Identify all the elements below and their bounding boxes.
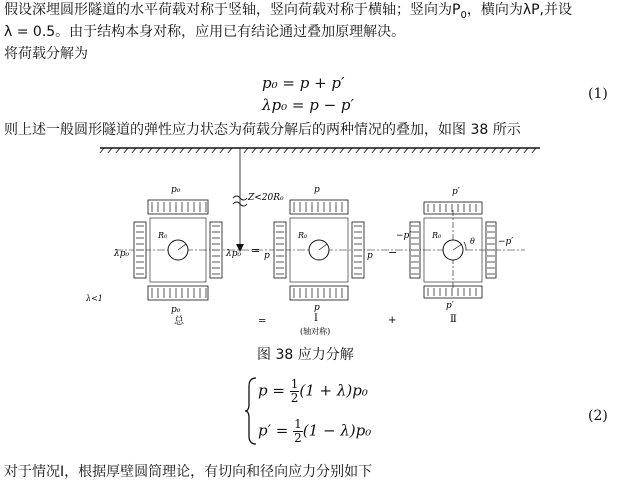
intro-line-2: λ = 0.5。由于结构本身对称，应用已有结论通过叠加原理解决。 [4,24,406,40]
one-caption: Ⅰ [314,313,318,324]
plus-sign: + [388,315,397,326]
total-caption: 总 [174,316,184,327]
eq2-row1: p = $\frac{1}{2}$ (1 + λ)p₀ [258,377,368,405]
two-caption: Ⅱ [450,314,457,325]
two-angle-label: θ [470,237,475,246]
panel-one [264,185,373,336]
figure-caption: 图 38 应力分解 [257,347,354,363]
equals-bottom: = [258,316,267,327]
intro-line-1: 假设深埋圆形隧道的水平荷载对称于竖轴，竖向荷载对称于横轴；竖向为$P_0$，横向为λP,并设 [4,2,573,21]
one-sub-caption: (轴对称) [300,327,331,336]
stress-decomposition-figure [0,140,619,340]
paragraph-2: 则上述一般圆形隧道的弹性应力状态为荷载分解后的两种情况的叠加，如图 38 所示 [4,122,521,138]
eq1-row2: λp₀ = p − p′ [262,96,354,114]
two-right-label: −p′ [498,237,514,247]
two-left-label: −p′ [396,231,412,241]
depth-label: Z<20R₀ [248,193,284,203]
one-right-label: p [367,251,373,261]
two-bottom-label: p′ [446,301,454,311]
total-right-label: λp₀ [226,249,242,259]
eq2-number: (2) [588,408,608,424]
panel-two [396,187,513,325]
eq1-row1: p₀ = p + p′ [262,74,345,92]
panel-total [113,185,241,327]
total-top-label: p₀ [171,185,181,195]
total-left-label: λp₀ [114,249,130,259]
paragraph-3: 对于情况Ⅰ，根据厚壁圆筒理论，有切向和径向应力分别如下 [4,464,373,480]
equals-top: = [251,244,261,257]
one-top-label: p [314,185,320,195]
plus-top-minus: − [388,246,398,259]
two-top-label: p′ [452,187,460,197]
eq1-number: (1) [588,86,608,102]
eq2-brace [244,376,258,446]
one-left-label: p [264,251,270,261]
eq2-row2: p′ = $\frac{1}{2}$ (1 − λ)p₀ [258,417,372,445]
one-bottom-label: p [314,303,320,313]
two-radius-label: R₀ [432,231,442,240]
total-radius-label: R₀ [158,231,168,240]
lambda-note: λ<1 [86,294,103,303]
one-radius-label: R₀ [298,231,308,240]
total-bottom-label: p₀ [171,305,181,315]
intro-line-3: 将荷载分解为 [4,46,88,62]
